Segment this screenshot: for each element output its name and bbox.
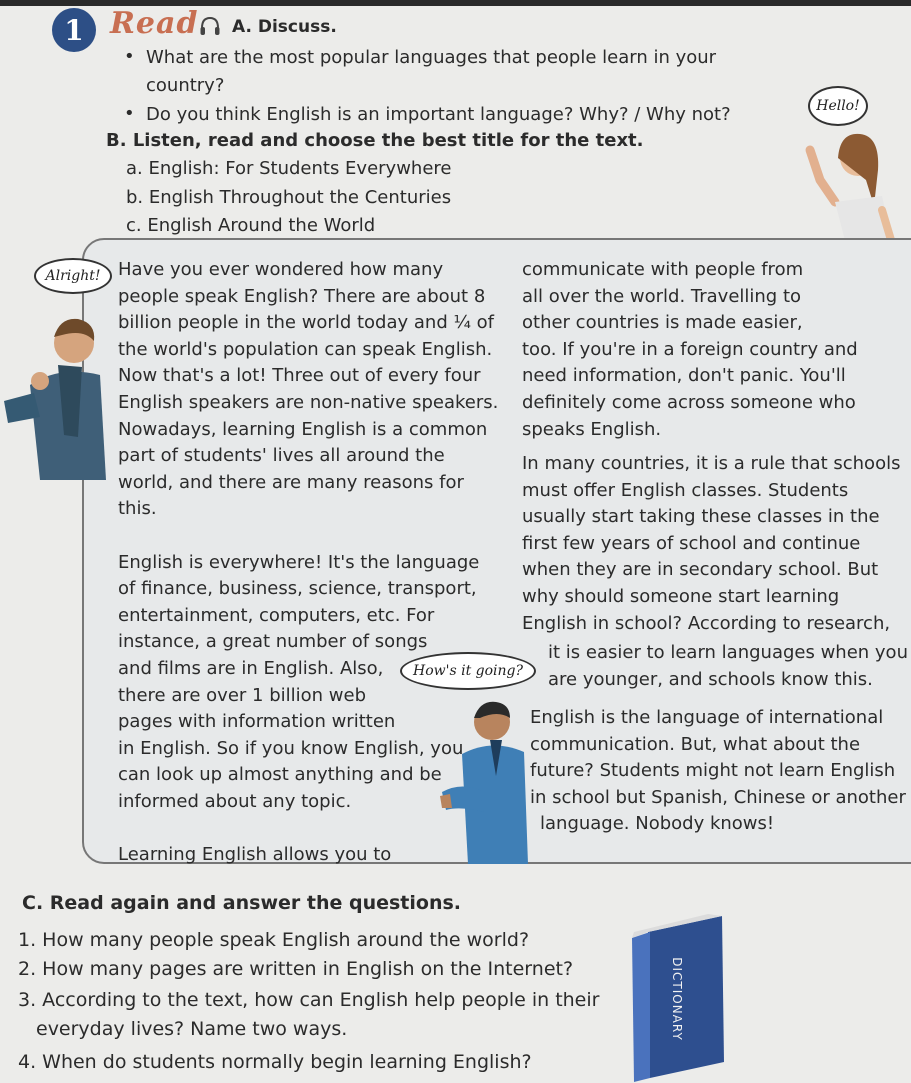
bullet-marker: • — [124, 46, 135, 67]
section-a-heading: A. Discuss. — [232, 17, 337, 37]
question-4: 4. When do students normally begin learning English? — [18, 1051, 532, 1073]
question-3: 3. According to the text, how can English help people in their everyday lives? Name two ways. — [18, 989, 600, 1040]
discussion-question-1: What are the most popular languages that people learn in your country? — [146, 47, 717, 96]
discussion-question-2: Do you think English is an important language? Why? / Why not? — [146, 104, 731, 125]
man-handshake-photo — [440, 696, 534, 864]
section-number-badge: 1 — [52, 8, 96, 52]
question-1: 1. How many people speak English around the world? — [18, 929, 530, 951]
article-right-column-part-4: English is the language of international communication. But, what about the future? Students might not learn English in school but Spanish, Chinese or another language. Nobody knows! — [530, 707, 906, 835]
boy-thumbs-up-photo — [0, 305, 106, 480]
alright-speech-bubble: Alright! — [34, 258, 112, 294]
hows-it-going-speech-bubble: How's it going? — [400, 652, 536, 690]
read-heading: Read — [110, 6, 199, 41]
section-b-heading: B. Listen, read and choose the best title for the text. — [106, 130, 644, 151]
article-right-column-part-2: In many countries, it is a rule that schools must offer English classes. Students usually start taking these classes in the first few years of school and continue when they are in secondary school. But why should someone start learning English in school? According to research, — [522, 453, 901, 634]
article-left-column: Have you ever wondered how many people speak English? There are about 8 billion people in the world today and ¼ of the world's population can speak English. Now that's a lot! Three out of every four English speakers are non-native speakers. Nowadays, learning English is a common part of students' lives all around the world, and there are many reasons for this. English is everywhere! It's the language of finance, business, science, transport, entertainment, computers, etc. For instance, a great number of songs and films are in English. Also, there are over 1 billion web pages with information written in English. So if you know English, you can look up almost anything and be informed about any topic. Learning English allows you to — [118, 259, 499, 866]
title-option-c: c. English Around the World — [126, 215, 376, 236]
title-option-b: b. English Throughout the Centuries — [126, 187, 452, 208]
headphones-icon — [198, 14, 222, 38]
article-right-column-part-1: communicate with people from all over the world. Travelling to other countries is made easier, too. If you're in a foreign country and need information, don't panic. You'll definitely come across someone who speaks English. — [522, 259, 858, 440]
article-right-column-part-3: it is easier to learn languages when you are younger, and schools know this. — [548, 642, 908, 690]
bullet-marker: • — [124, 103, 135, 124]
hello-speech-bubble: Hello! — [808, 86, 868, 126]
dictionary-label: DICTIONARY — [670, 957, 684, 1041]
title-option-a: a. English: For Students Everywhere — [126, 158, 452, 179]
section-c-heading: C. Read again and answer the questions. — [22, 892, 462, 914]
question-2: 2. How many pages are written in English on the Internet? — [18, 958, 574, 980]
